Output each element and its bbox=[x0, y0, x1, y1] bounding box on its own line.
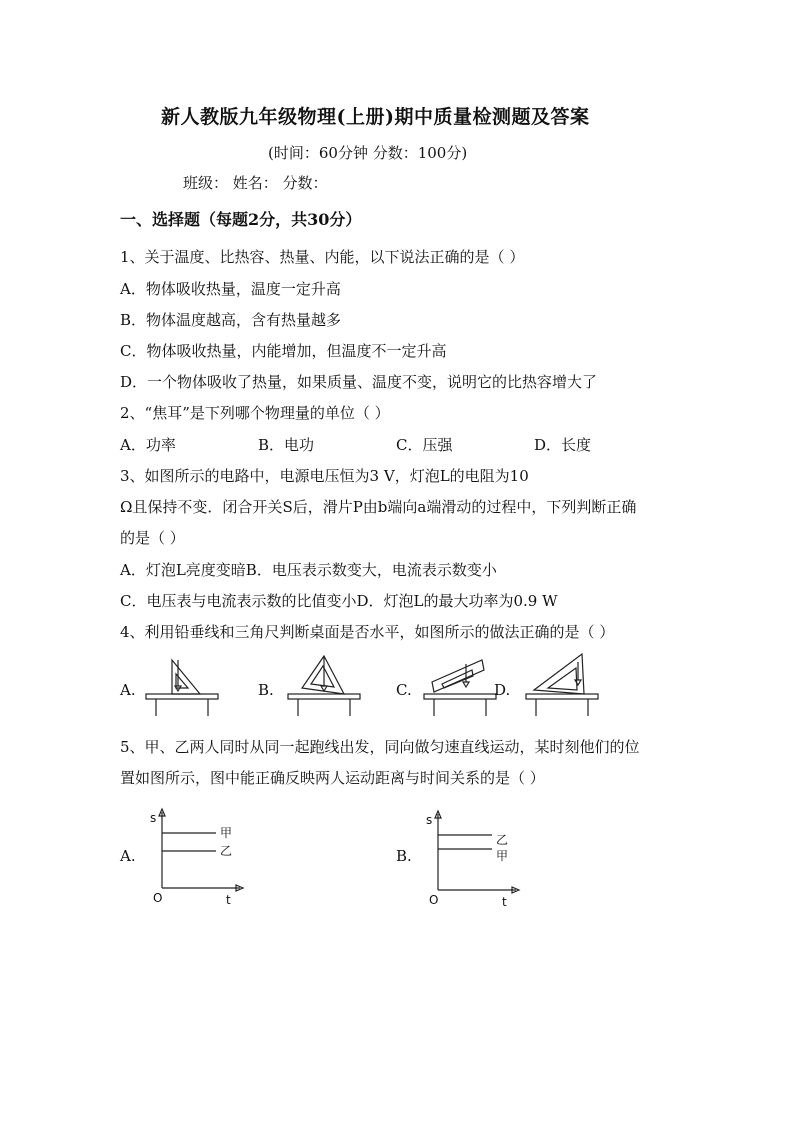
q5a-lower-line-label: 乙 bbox=[220, 844, 233, 858]
student-info: 班级： 姓名： 分数： bbox=[183, 174, 328, 192]
q4-figure-a bbox=[142, 656, 222, 718]
q5-graph-a bbox=[148, 806, 248, 910]
q3-stem-line2: Ω且保持不变．闭合开关S后，滑片P由b端向a端滑动的过程中，下列判断正确 bbox=[120, 498, 637, 516]
q4-option-a-label: A. bbox=[120, 681, 136, 699]
q4-figure-d bbox=[520, 650, 602, 718]
q2-stem: 2、“焦耳”是下列哪个物理量的单位（ ） bbox=[120, 404, 390, 422]
q3-stem-line1: 3、如图所示的电路中，电源电压恒为3 V，灯泡L的电阻为10 bbox=[120, 467, 529, 485]
q5b-origin-label: O bbox=[429, 893, 439, 907]
q5a-axis-y-label: s bbox=[150, 811, 157, 825]
page-title: 新人教版九年级物理(上册)期中质量检测题及答案 bbox=[161, 106, 590, 128]
q1-option-a: A．物体吸收热量，温度一定升高 bbox=[120, 280, 341, 298]
q5-option-b-label: B. bbox=[396, 847, 412, 865]
q4-option-b-label: B. bbox=[258, 681, 274, 699]
q5b-upper-line-label: 乙 bbox=[496, 833, 509, 847]
q1-stem: 1、关于温度、比热容、热量、内能，以下说法正确的是（ ） bbox=[120, 248, 525, 266]
section-heading: 一、选择题（每题2分，共30分） bbox=[120, 210, 362, 229]
q5b-axis-x-label: t bbox=[502, 895, 507, 909]
q2-option-a: A．功率 bbox=[120, 436, 176, 454]
q4-figure-c bbox=[420, 656, 500, 718]
q4-option-c-label: C. bbox=[396, 681, 412, 699]
q3-stem-line3: 的是（ ） bbox=[120, 529, 185, 547]
q5-graph-b bbox=[424, 808, 524, 912]
q3-options-line2: C．电压表与电流表示数的比值变小D．灯泡L的最大功率为0.9 W bbox=[120, 592, 558, 610]
q5-stem-line2: 置如图所示，图中能正确反映两人运动距离与时间关系的是（ ） bbox=[120, 769, 545, 787]
q4-stem: 4、利用铅垂线和三角尺判断桌面是否水平，如图所示的做法正确的是（ ） bbox=[120, 623, 615, 641]
q4-figure-b bbox=[284, 652, 364, 718]
q5-option-a-label: A. bbox=[120, 847, 136, 865]
q1-option-b: B．物体温度越高，含有热量越多 bbox=[120, 311, 342, 329]
q2-option-d: D．长度 bbox=[534, 436, 592, 454]
q3-options-line1: A．灯泡L亮度变暗B．电压表示数变大，电流表示数变小 bbox=[120, 561, 497, 579]
q1-option-c: C．物体吸收热量，内能增加，但温度不一定升高 bbox=[120, 342, 447, 360]
exam-time-info: (时间：60分钟 分数：100分) bbox=[268, 144, 468, 162]
q2-option-b: B．电功 bbox=[258, 436, 315, 454]
q5a-axis-x-label: t bbox=[226, 893, 231, 907]
q5b-lower-line-label: 甲 bbox=[496, 849, 509, 863]
q4-option-d-label: D. bbox=[494, 681, 511, 699]
q2-option-c: C．压强 bbox=[396, 436, 453, 454]
q5a-origin-label: O bbox=[153, 891, 163, 905]
q5a-upper-line-label: 甲 bbox=[220, 826, 233, 840]
q1-option-d: D．一个物体吸收了热量，如果质量、温度不变，说明它的比热容增大了 bbox=[120, 373, 598, 391]
q5-stem-line1: 5、甲、乙两人同时从同一起跑线出发，同向做匀速直线运动，某时刻他们的位 bbox=[120, 738, 640, 756]
q5b-axis-y-label: s bbox=[426, 813, 433, 827]
